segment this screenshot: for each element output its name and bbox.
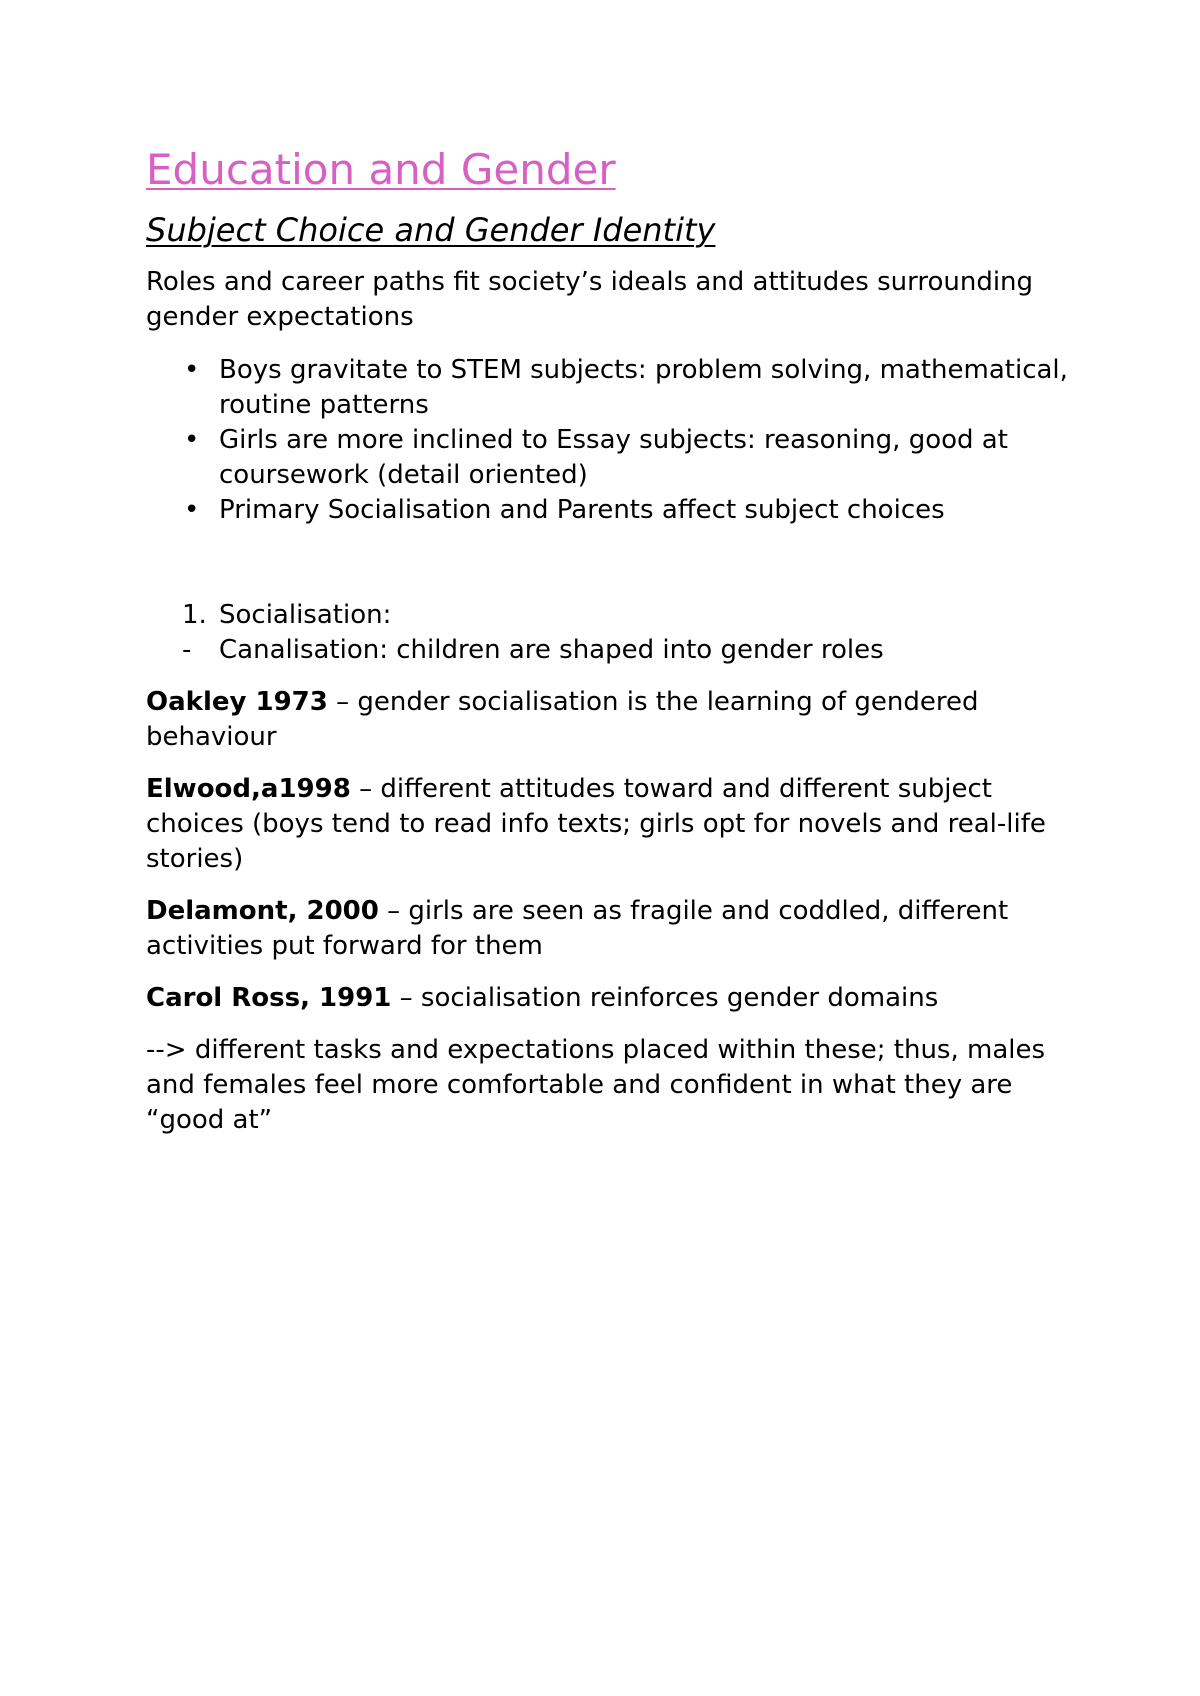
study-author: Oakley 1973 — [146, 687, 328, 717]
section-subtitle: Subject Choice and Gender Identity — [146, 211, 716, 249]
study-ross — [146, 981, 1086, 1016]
dash-item-text: Canalisation: children are shaped into gender roles — [219, 635, 884, 665]
bullet-icon: • — [184, 355, 200, 385]
number-marker: 1. — [182, 600, 207, 630]
study-text: – different attitudes toward and different subject choices (boys tend to read info texts; girls opt for novels and real-life stories) — [146, 774, 1046, 874]
numbered-item — [146, 598, 1086, 633]
bullet-icon: • — [184, 425, 200, 455]
numbered-list — [146, 598, 1086, 668]
document-title: Education and Gender — [146, 145, 616, 194]
study-text: – gender socialisation is the learning of gendered behaviour — [146, 687, 979, 752]
intro-paragraph: Roles and career paths fit society’s ideals and attitudes surrounding gender expectations — [146, 267, 1034, 332]
study-author: Carol Ross, 1991 — [146, 983, 392, 1013]
dash-marker: - — [182, 635, 192, 665]
study-text: – socialisation reinforces gender domains — [391, 983, 939, 1013]
study-author: Elwood,a1998 — [146, 774, 351, 804]
list-item — [146, 493, 1086, 528]
list-item — [146, 353, 1086, 423]
conclusion-paragraph: --> different tasks and expectations placed within these; thus, males and females feel more comfortable and confident in what they are “good at” — [146, 1035, 1046, 1135]
list-item-text: Primary Socialisation and Parents affect subject choices — [219, 495, 945, 525]
study-oakley — [146, 685, 1086, 755]
list-item-text: Boys gravitate to STEM subjects: problem solving, mathematical, routine patterns — [219, 355, 1068, 420]
bullet-icon: • — [184, 495, 200, 525]
study-author: Delamont, 2000 — [146, 896, 379, 926]
dash-item — [146, 633, 1086, 668]
list-item — [146, 423, 1086, 493]
list-item-text: Girls are more inclined to Essay subjects: reasoning, good at coursework (detail oriented) — [219, 425, 1008, 490]
numbered-item-text: Socialisation: — [219, 600, 392, 630]
study-elwood — [146, 772, 1086, 877]
study-delamont — [146, 894, 1086, 964]
study-text: – girls are seen as fragile and coddled, different activities put forward for them — [146, 896, 1009, 961]
document-page — [146, 143, 1086, 1138]
bullet-list — [146, 353, 1086, 528]
